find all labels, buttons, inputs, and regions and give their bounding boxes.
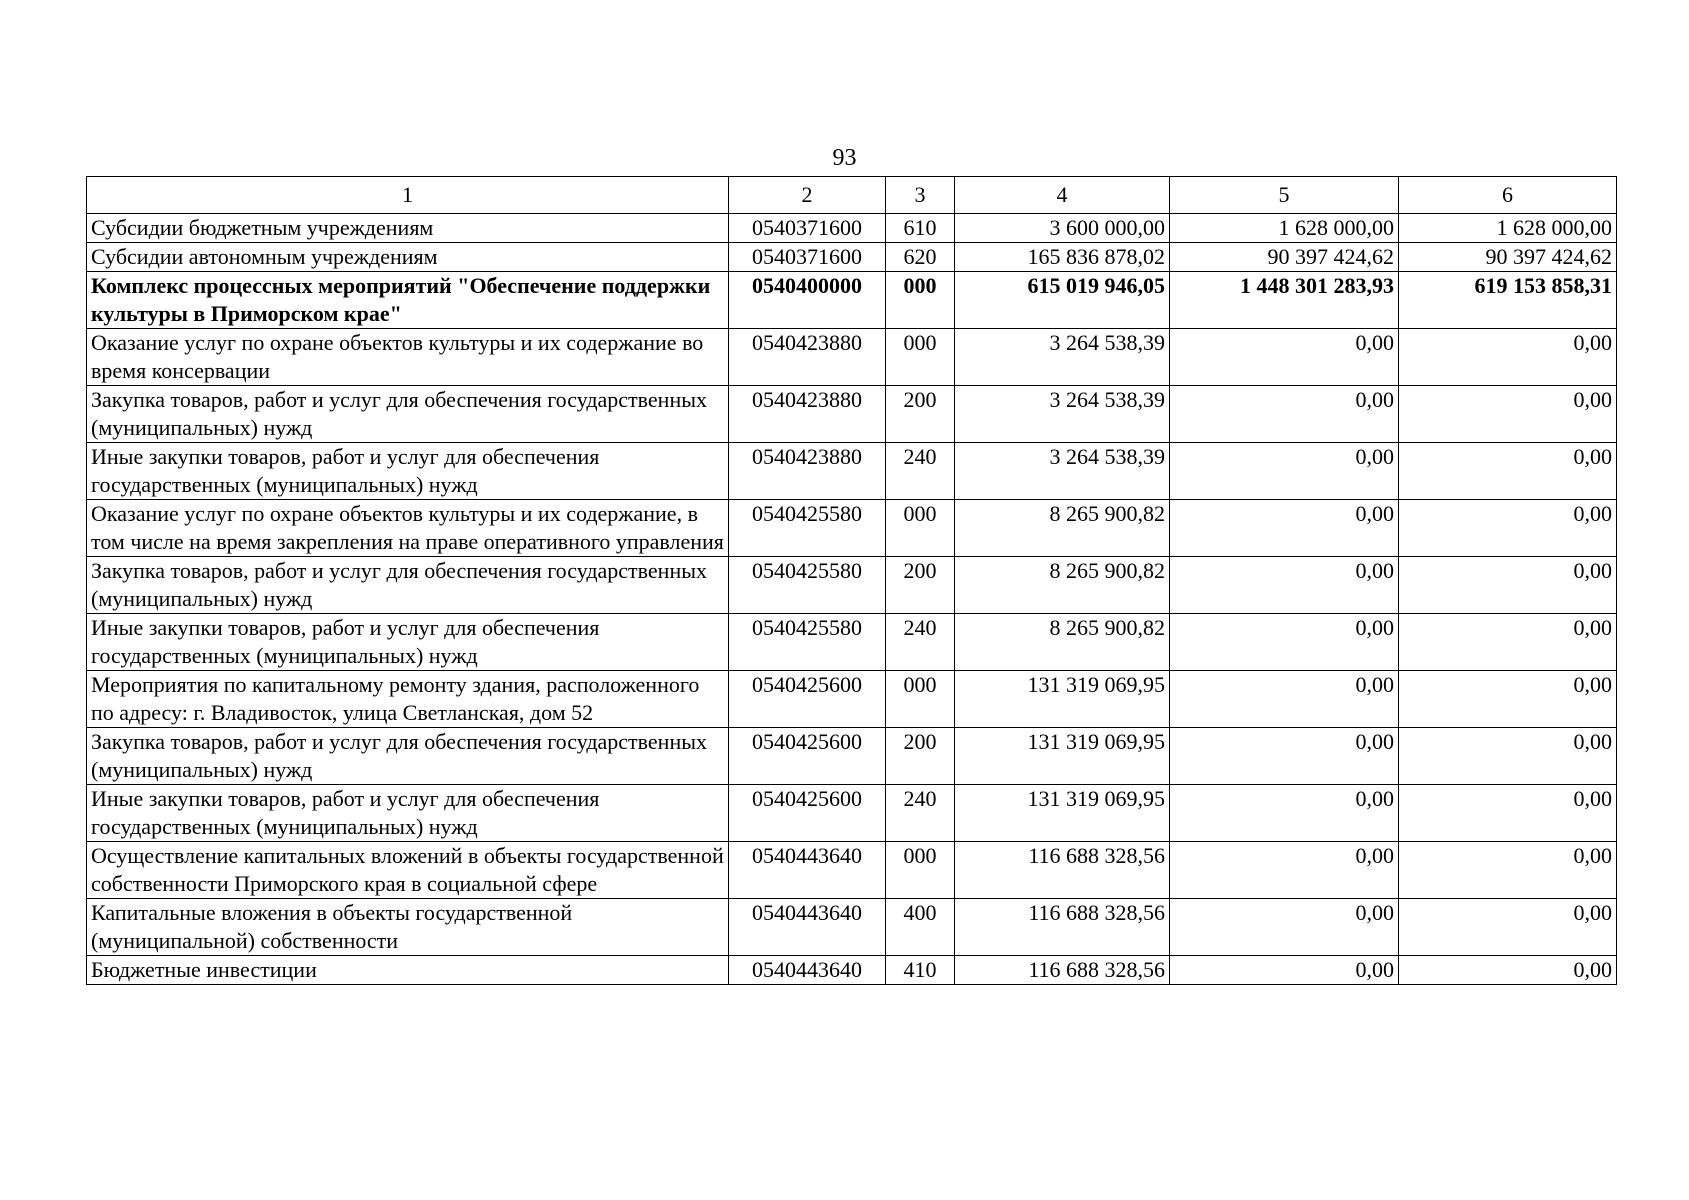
- row-value-col5: 1 448 301 283,93: [1170, 272, 1399, 329]
- row-kind: 610: [886, 214, 955, 243]
- row-value-col5: 0,00: [1170, 671, 1399, 728]
- table-row: [87, 785, 1617, 842]
- table-row: [87, 214, 1617, 243]
- row-name: Осуществление капитальных вложений в объекты государственной собственности Приморского края в социальной сфере: [87, 842, 729, 899]
- row-code: 0540423880: [729, 443, 886, 500]
- table-row: [87, 842, 1617, 899]
- row-code: 0540425580: [729, 614, 886, 671]
- row-code: 0540425600: [729, 671, 886, 728]
- row-value-col6: 0,00: [1399, 386, 1617, 443]
- row-code: 0540443640: [729, 899, 886, 956]
- row-value-col4: 165 836 878,02: [955, 243, 1170, 272]
- page-number: 93: [832, 145, 857, 171]
- header-col-2: 2: [729, 177, 886, 214]
- row-value-col6: 0,00: [1399, 500, 1617, 557]
- table-row: [87, 500, 1617, 557]
- row-value-col4: 131 319 069,95: [955, 785, 1170, 842]
- header-col-3: 3: [886, 177, 955, 214]
- row-value-col5: 0,00: [1170, 443, 1399, 500]
- row-value-col5: 0,00: [1170, 329, 1399, 386]
- row-value-col6: 619 153 858,31: [1399, 272, 1617, 329]
- row-kind: 620: [886, 243, 955, 272]
- header-col-6: 6: [1399, 177, 1617, 214]
- row-code: 0540371600: [729, 243, 886, 272]
- row-code: 0540443640: [729, 842, 886, 899]
- row-value-col6: 0,00: [1399, 842, 1617, 899]
- row-code: 0540425600: [729, 785, 886, 842]
- row-kind: 240: [886, 614, 955, 671]
- row-kind: 410: [886, 956, 955, 985]
- row-value-col6: 0,00: [1399, 728, 1617, 785]
- row-value-col6: 0,00: [1399, 956, 1617, 985]
- row-value-col4: 116 688 328,56: [955, 956, 1170, 985]
- row-name: Комплекс процессных мероприятий "Обеспечение поддержки культуры в Приморском крае": [87, 272, 729, 329]
- row-value-col5: 90 397 424,62: [1170, 243, 1399, 272]
- row-value-col6: 0,00: [1399, 899, 1617, 956]
- row-name: Субсидии бюджетным учреждениям: [87, 214, 729, 243]
- table-body: [87, 214, 1617, 985]
- row-name: Закупка товаров, работ и услуг для обеспечения государственных (муниципальных) нужд: [87, 386, 729, 443]
- row-value-col6: 90 397 424,62: [1399, 243, 1617, 272]
- row-value-col5: 0,00: [1170, 386, 1399, 443]
- row-value-col5: 0,00: [1170, 899, 1399, 956]
- row-kind: 400: [886, 899, 955, 956]
- row-name: Оказание услуг по охране объектов культуры и их содержание во время консервации: [87, 329, 729, 386]
- row-name: Капитальные вложения в объекты государственной (муниципальной) собственности: [87, 899, 729, 956]
- row-code: 0540400000: [729, 272, 886, 329]
- table-row: [87, 443, 1617, 500]
- row-kind: 000: [886, 272, 955, 329]
- row-name: Субсидии автономным учреждениям: [87, 243, 729, 272]
- row-value-col4: 8 265 900,82: [955, 557, 1170, 614]
- row-name: Закупка товаров, работ и услуг для обеспечения государственных (муниципальных) нужд: [87, 557, 729, 614]
- table-row: [87, 614, 1617, 671]
- row-value-col4: 131 319 069,95: [955, 728, 1170, 785]
- row-value-col4: 3 264 538,39: [955, 386, 1170, 443]
- header-col-1: 1: [87, 177, 729, 214]
- row-name: Бюджетные инвестиции: [87, 956, 729, 985]
- row-value-col4: 131 319 069,95: [955, 671, 1170, 728]
- row-kind: 000: [886, 329, 955, 386]
- row-code: 0540425600: [729, 728, 886, 785]
- row-value-col5: 1 628 000,00: [1170, 214, 1399, 243]
- row-kind: 240: [886, 443, 955, 500]
- header-col-4: 4: [955, 177, 1170, 214]
- row-value-col4: 3 264 538,39: [955, 443, 1170, 500]
- table-row: [87, 557, 1617, 614]
- row-value-col5: 0,00: [1170, 956, 1399, 985]
- row-kind: 200: [886, 386, 955, 443]
- row-value-col6: 0,00: [1399, 614, 1617, 671]
- row-value-col4: 8 265 900,82: [955, 614, 1170, 671]
- row-kind: 200: [886, 728, 955, 785]
- row-kind: 000: [886, 500, 955, 557]
- row-name: Мероприятия по капитальному ремонту здания, расположенного по адресу: г. Владивосток, улица Светланская, дом 52: [87, 671, 729, 728]
- row-value-col5: 0,00: [1170, 500, 1399, 557]
- row-name: Закупка товаров, работ и услуг для обеспечения государственных (муниципальных) нужд: [87, 728, 729, 785]
- table-row: [87, 899, 1617, 956]
- row-code: 0540423880: [729, 329, 886, 386]
- row-name: Оказание услуг по охране объектов культуры и их содержание, в том числе на время закрепления на праве оперативного управления: [87, 500, 729, 557]
- row-value-col6: 1 628 000,00: [1399, 214, 1617, 243]
- row-name: Иные закупки товаров, работ и услуг для обеспечения государственных (муниципальных) нужд: [87, 614, 729, 671]
- row-value-col6: 0,00: [1399, 785, 1617, 842]
- row-name: Иные закупки товаров, работ и услуг для обеспечения государственных (муниципальных) нужд: [87, 785, 729, 842]
- row-code: 0540423880: [729, 386, 886, 443]
- row-value-col4: 8 265 900,82: [955, 500, 1170, 557]
- row-code: 0540371600: [729, 214, 886, 243]
- row-kind: 200: [886, 557, 955, 614]
- table-row: [87, 671, 1617, 728]
- table-row: [87, 386, 1617, 443]
- table-row: [87, 728, 1617, 785]
- row-kind: 240: [886, 785, 955, 842]
- row-value-col4: 116 688 328,56: [955, 842, 1170, 899]
- row-value-col5: 0,00: [1170, 785, 1399, 842]
- budget-table: [86, 176, 1617, 985]
- row-value-col4: 116 688 328,56: [955, 899, 1170, 956]
- row-code: 0540443640: [729, 956, 886, 985]
- row-value-col6: 0,00: [1399, 557, 1617, 614]
- row-value-col4: 615 019 946,05: [955, 272, 1170, 329]
- row-value-col5: 0,00: [1170, 842, 1399, 899]
- row-value-col4: 3 264 538,39: [955, 329, 1170, 386]
- table-row: [87, 956, 1617, 985]
- row-value-col5: 0,00: [1170, 614, 1399, 671]
- row-code: 0540425580: [729, 500, 886, 557]
- row-code: 0540425580: [729, 557, 886, 614]
- row-value-col6: 0,00: [1399, 671, 1617, 728]
- row-value-col6: 0,00: [1399, 329, 1617, 386]
- row-name: Иные закупки товаров, работ и услуг для обеспечения государственных (муниципальных) нужд: [87, 443, 729, 500]
- header-row: [87, 177, 1617, 214]
- table-row: [87, 272, 1617, 329]
- table-row: [87, 243, 1617, 272]
- header-col-5: 5: [1170, 177, 1399, 214]
- table-row: [87, 329, 1617, 386]
- row-value-col6: 0,00: [1399, 443, 1617, 500]
- row-kind: 000: [886, 842, 955, 899]
- row-value-col4: 3 600 000,00: [955, 214, 1170, 243]
- row-value-col5: 0,00: [1170, 557, 1399, 614]
- row-value-col5: 0,00: [1170, 728, 1399, 785]
- row-kind: 000: [886, 671, 955, 728]
